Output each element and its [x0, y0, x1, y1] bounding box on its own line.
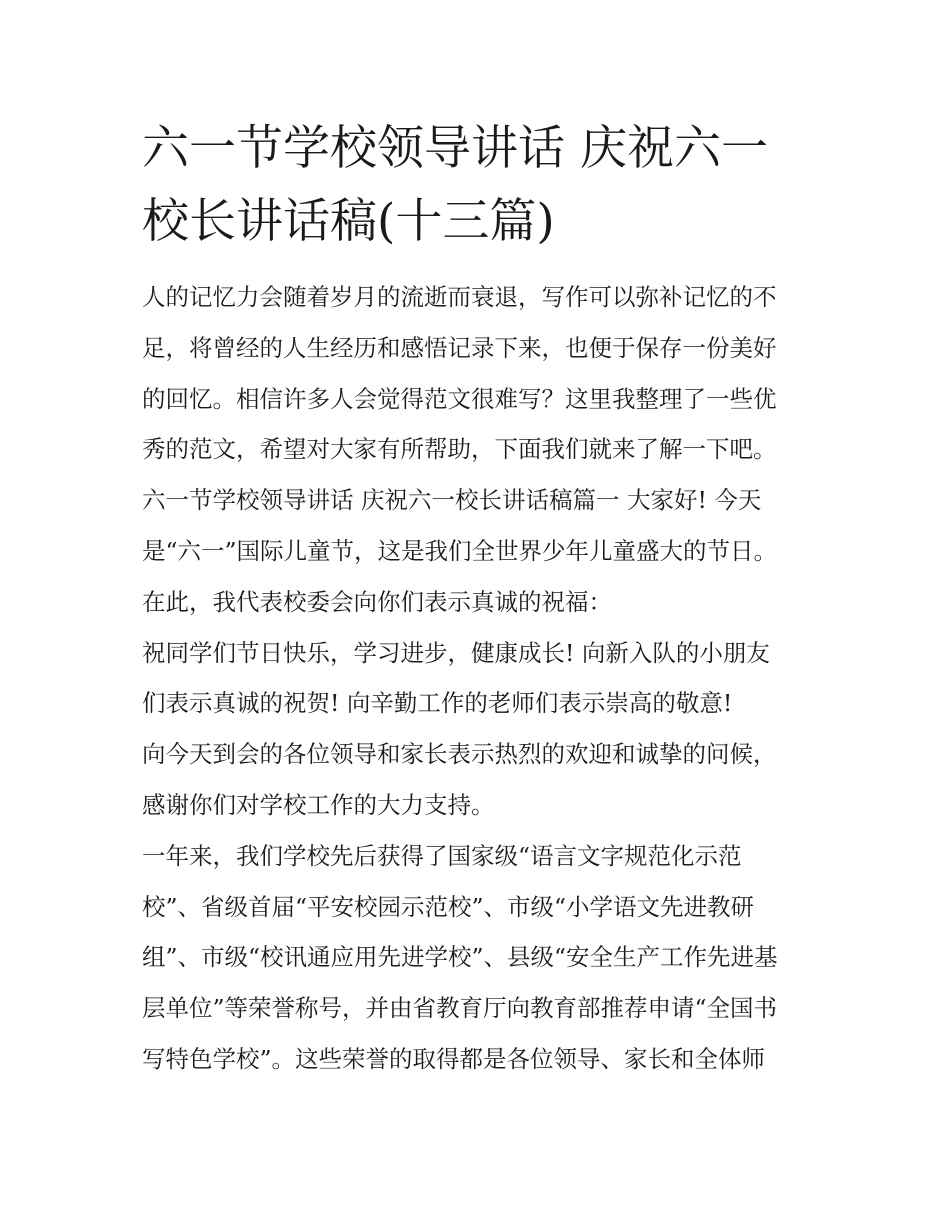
body-line: 层单位”等荣誉称号，并由省教育厅向教育部推荐申请“全国书 — [142, 994, 778, 1023]
document-content — [142, 112, 822, 1085]
body-line: 是“六一”国际儿童节，这是我们全世界少年儿童盛大的节日。 — [142, 536, 778, 565]
body-line: 人的记忆力会随着岁月的流逝而衰退，写作可以弥补记忆的不 — [142, 283, 777, 311]
document-title — [142, 112, 822, 258]
title-line: 六一节学校领导讲话 庆祝六一 — [142, 121, 768, 176]
body-line: 足，将曾经的人生经历和感悟记录下来，也便于保存一份美好 — [142, 333, 777, 362]
document-body — [142, 272, 822, 1085]
title-line: 校长讲话稿(十三篇) — [142, 194, 555, 249]
body-line: 祝同学们节日快乐，学习进步，健康成长! 向新入队的小朋友 — [142, 638, 770, 667]
body-line: 组”、市级“校讯通应用先进学校”、县级“安全生产工作先进基 — [142, 943, 778, 972]
body-line: 一年来，我们学校先后获得了国家级“语言文字规范化示范 — [142, 841, 742, 870]
body-line: 六一节学校领导讲话 庆祝六一校长讲话稿篇一 大家好! 今天 — [142, 486, 762, 515]
body-line: 的回忆。相信许多人会觉得范文很难写？这里我整理了一些优 — [142, 384, 777, 413]
body-line: 秀的范文，希望对大家有所帮助，下面我们就来了解一下吧。 — [142, 435, 777, 464]
body-line: 写特色学校”。这些荣誉的取得都是各位领导、家长和全体师 — [142, 1044, 766, 1073]
body-line: 校”、省级首届“平安校园示范校”、市级“小学语文先进教研 — [142, 892, 755, 921]
body-line: 感谢你们对学校工作的大力支持。 — [142, 790, 495, 819]
body-line: 在此，我代表校委会向你们表示真诚的祝福： — [142, 587, 612, 616]
body-line: 向今天到会的各位领导和家长表示热烈的欢迎和诚挚的问候， — [142, 740, 777, 769]
body-line: 们表示真诚的祝贺! 向辛勤工作的老师们表示崇高的敬意! — [142, 689, 733, 718]
